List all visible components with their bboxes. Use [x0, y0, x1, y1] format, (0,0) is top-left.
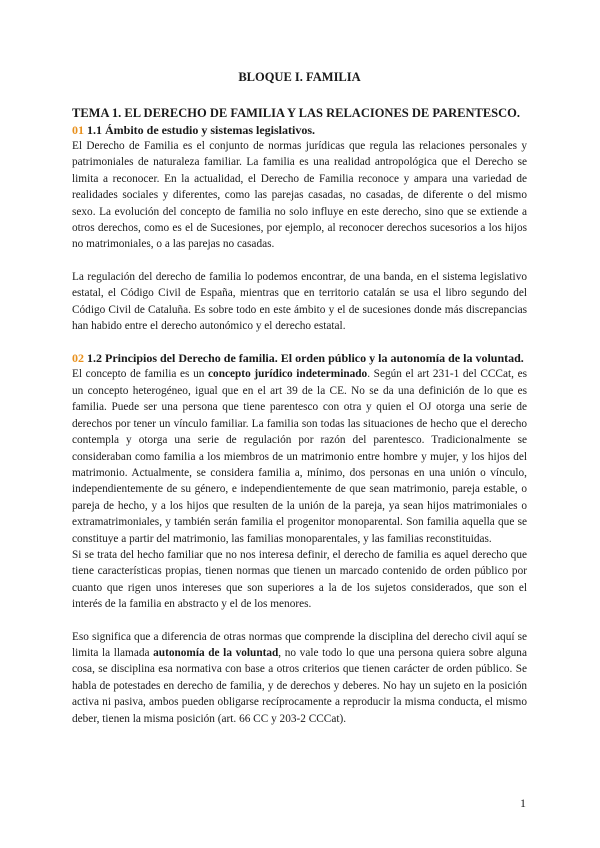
- section-1-number: 01: [72, 123, 84, 137]
- page-number: 1: [520, 796, 526, 810]
- section-2-number: 02: [72, 351, 84, 366]
- section-1-title: 1.1 Ámbito de estudio y sistemas legislativos.: [87, 123, 315, 137]
- section-2-p1-end: . Según el art 231-1 del CCCat, es un concepto heterogéneo, igual que en el art 39 de la CE. No se da una definición de lo que es familia. Puede ser una persona que tiene parentesco con otra y quien el OJ otorga una serie de derechos por tener un vínculo familiar. La familia son todas las situaciones de hecho que el derecho contempla y otorga una serie de regulación por razón del parentesco. Tradicionalmente se consideraban como familia a los miembros de un matrimonio entre hombre y mujer, y los hijos del matrimonio. Actualmente, se considera familia a, mínimo, dos personas en una unión o vínculo, independientemente de su género, e independientemente de que sean matrimonio, pareja estable, o pareja de hecho, y a los hijos que resulten de la unión de la pareja, ya sean hijos matrimoniales o extramatrimoniales, y también serán familia el progenitor monoparental. Son familia aquella que se constituye a partir del matrimonio, las familias monoparentales, y las familias reconstituidas.: [72, 368, 527, 545]
- section-2-paragraph-1: [72, 366, 527, 546]
- section-1-paragraph-2: La regulación del derecho de familia lo podemos encontrar, de una banda, en el sistema legislativo estatal, el Código Civil de España, mientras que en territorio catalán se usa el libro segundo del Código Civil de Cataluña. Es sobre todo en este ámbito y el de sucesiones donde más discrepancias han habido entre el derecho autonómico y el derecho estatal.: [72, 270, 527, 333]
- section-2-p3-start: Eso significa que a diferencia de otras normas que comprende la disciplina del derecho civil aquí se limita la llamada: [72, 630, 527, 659]
- section-1-heading: [72, 122, 527, 138]
- tema-title: TEMA 1. EL DERECHO DE FAMILIA Y LAS RELACIONES DE PARENTESCO.: [72, 106, 520, 120]
- section-2-title: 1.2 Principios del Derecho de familia. El orden público y la autonomía de la voluntad.: [87, 351, 524, 366]
- block-title: BLOQUE I. FAMILIA: [238, 70, 361, 84]
- section-2-p1-emphasis: concepto jurídico indeterminado: [208, 368, 368, 381]
- section-2-p1-start: El concepto de familia es un: [72, 368, 209, 381]
- section-2-paragraph-2: Si se trata del hecho familiar que no nos interesa definir, el derecho de familia es aquel derecho que tiene características propias, tienen normas que tienen un marcado contenido de orden público por cuanto que rigen unos intereses que son superiores a la de los sujetos considerados, que son el interés de la familia en abstracto y el de los menores.: [72, 548, 527, 611]
- section-1-paragraph-1: El Derecho de Familia es el conjunto de normas jurídicas que regula las relaciones personales y patrimoniales de naturaleza familiar. La familia es una realidad antropológica que el Derecho se limita a reconocer. En la actualidad, el Derecho de Familia reconoce y ampara una variedad de realidades sociales y diferentes, como las parejas casadas, no casadas, de diferente o del mismo sexo. La evolución del concepto de familia no solo influye en este derecho, sino que se extiende a otros derechos, como es el de Sucesiones, por ejemplo, al reconocer derechos sucesorios a los hijos no matrimoniales, o a las parejas no casadas.: [72, 140, 527, 251]
- section-2-heading: [72, 350, 527, 366]
- section-2-p3-end: , no vale todo lo que una persona quiera sobre alguna cosa, se disciplina esa normativa con base a otros criterios que tienen carácter de orden público. Se habla de potestades en derecho de familia, y de derechos y deberes. No hay un sujeto en la posición activa ni pasiva, ambos pueden obligarse recíprocamente a reproducir la misma conducta, el mismo deber, tienen la misma posición (art. 66 CC y 203-2 CCCat).: [72, 646, 527, 725]
- document-page: [72, 70, 527, 727]
- section-2-p3-emphasis: autonomía de la voluntad: [153, 646, 279, 659]
- section-2-paragraph-3: [72, 629, 527, 727]
